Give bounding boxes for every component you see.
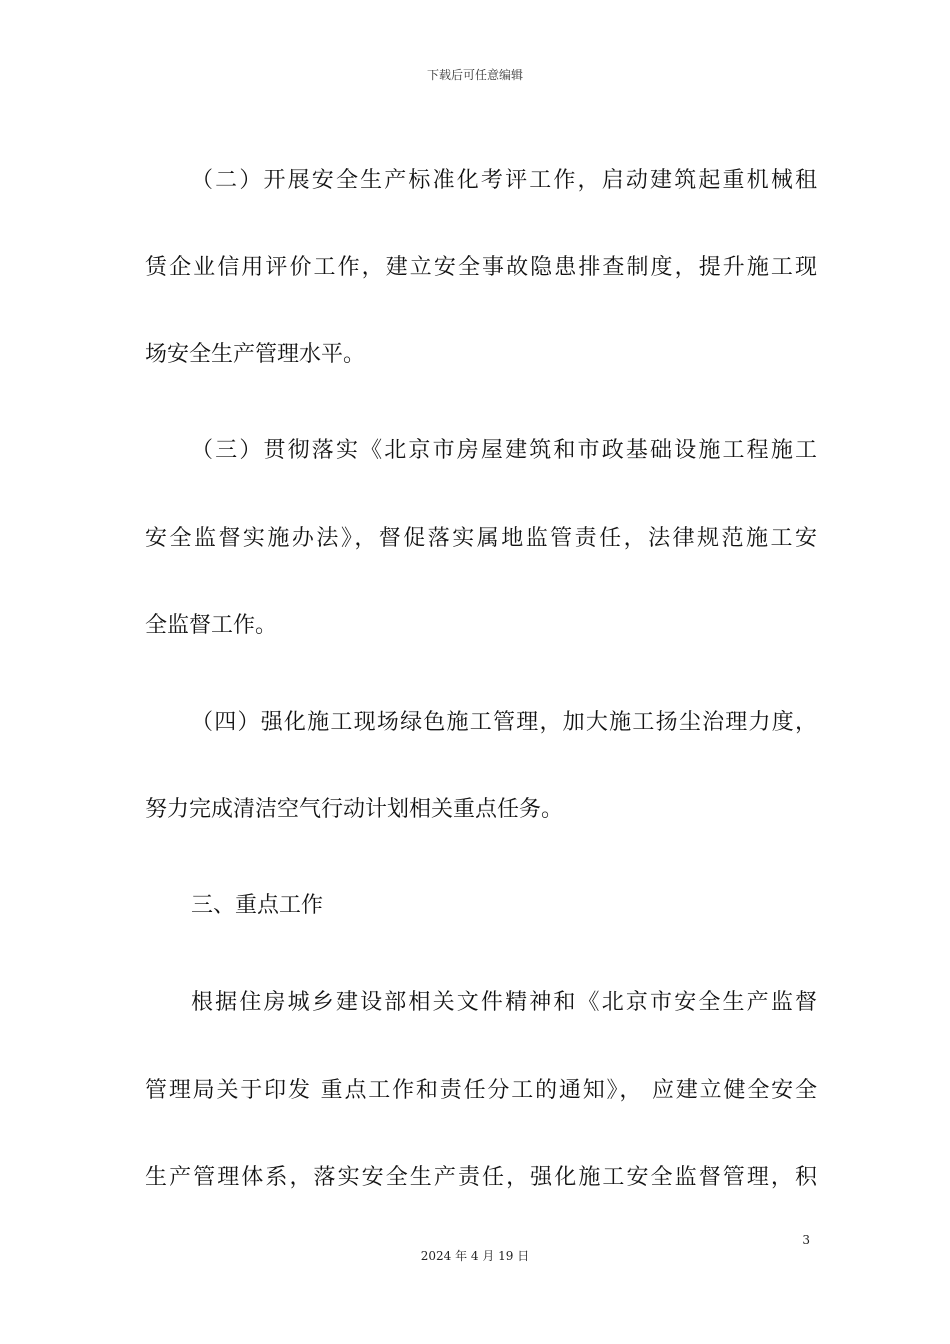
page-header: 下载后可任意编辑	[426, 68, 523, 82]
page-footer-date: 2024 年 4 月 19 日	[420, 1249, 530, 1263]
page-number: 3	[802, 1233, 810, 1247]
section-heading: 三、重点工作	[191, 893, 324, 918]
paragraph-line: 管理局关于印发 重点工作和责任分工的通知》， 应建立健全安全	[145, 1078, 817, 1103]
paragraph-line: （二）开展安全生产标准化考评工作，启动建筑起重机械租	[191, 168, 817, 193]
paragraph-line: 根据住房城乡建设部相关文件精神和《北京市安全生产监督	[191, 990, 817, 1015]
paragraph-line: 安全监督实施办法》，督促落实属地监管责任，法律规范施工安	[145, 526, 817, 551]
paragraph-line: 努力完成清洁空气行动计划相关重点任务。	[145, 797, 564, 822]
paragraph-line: 赁企业信用评价工作，建立安全事故隐患排查制度，提升施工现	[145, 255, 817, 280]
paragraph-line: 全监督工作。	[145, 613, 278, 638]
paragraph-line: 场安全生产管理水平。	[145, 342, 366, 367]
paragraph-line: 生产管理体系，落实安全生产责任，强化施工安全监督管理，积	[145, 1165, 817, 1190]
paragraph-line: （四）强化施工现场绿色施工管理，加大施工扬尘治理力度，	[191, 710, 817, 735]
paragraph-line: （三）贯彻落实《北京市房屋建筑和市政基础设施工程施工	[191, 438, 817, 463]
